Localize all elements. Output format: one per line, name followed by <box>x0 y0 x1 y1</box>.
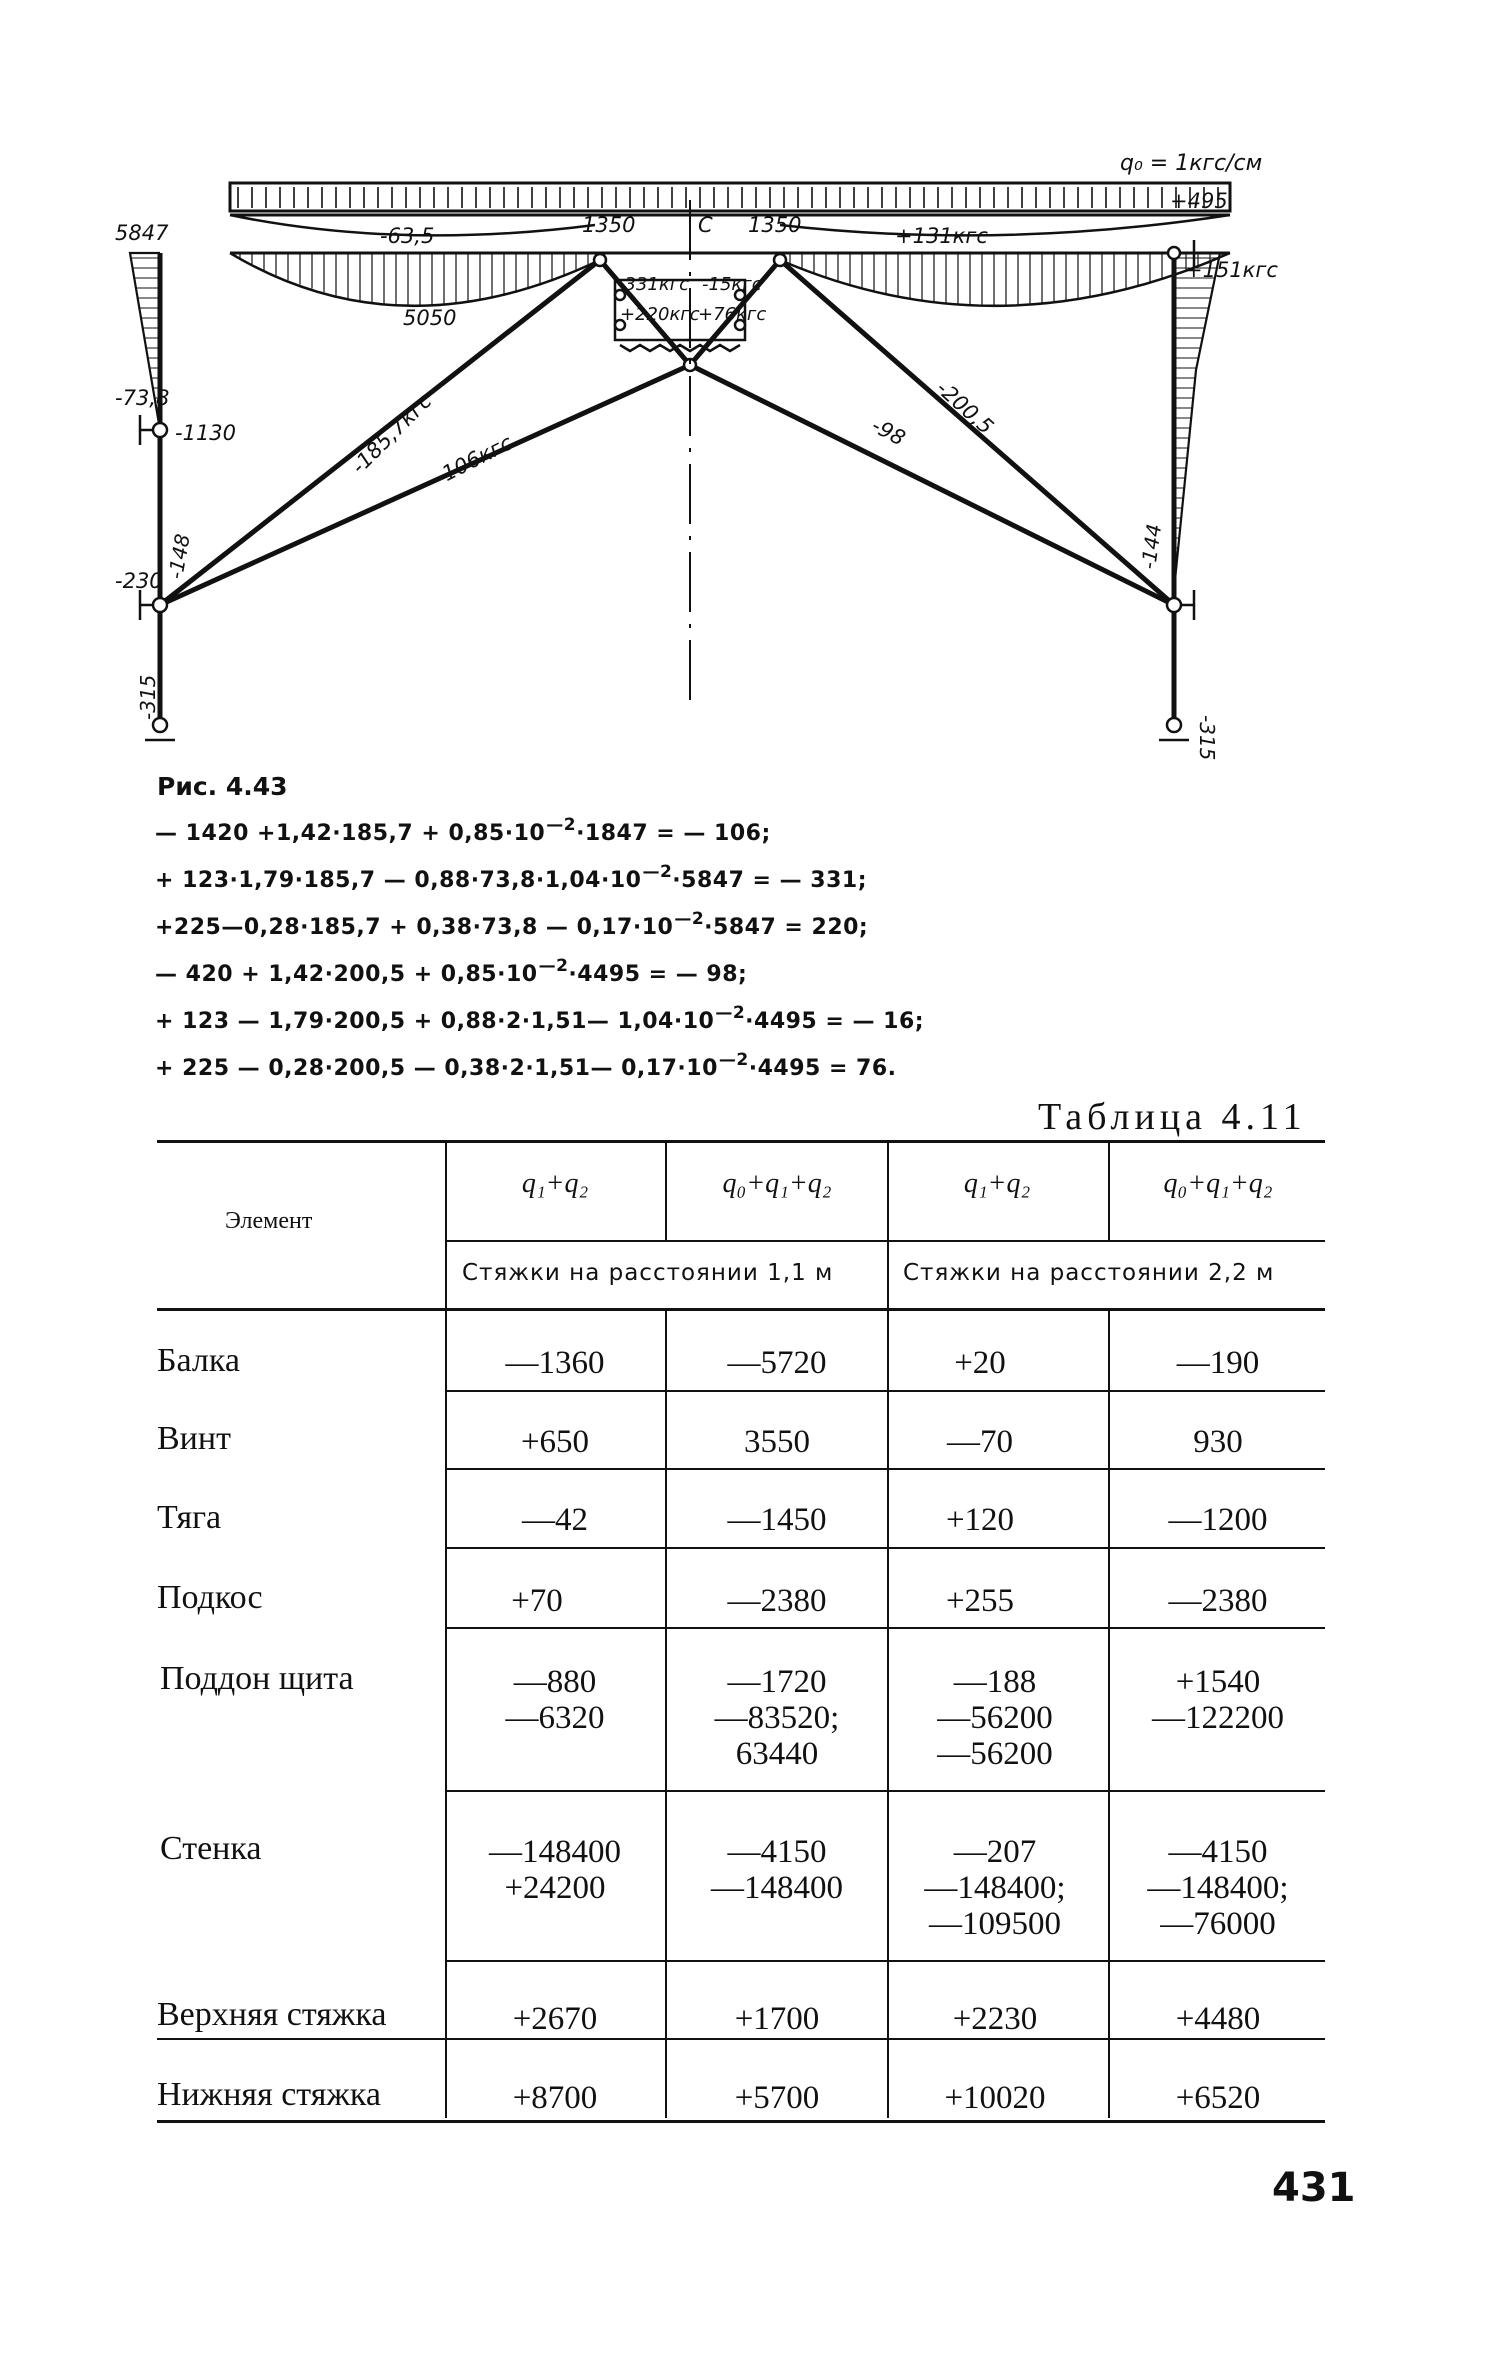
table-cell: +2670 <box>512 2001 598 2037</box>
row-rule <box>445 1468 1325 1470</box>
structural-diagram <box>115 140 1300 761</box>
label-force-c-low-right: +76кгс <box>698 304 767 325</box>
row-label: Поддон щита <box>160 1660 354 1697</box>
group-header-1: Стяжки на расстоянии 1,1 м <box>462 1260 834 1286</box>
load-label: q₀ = 1кгс/см <box>1120 151 1263 176</box>
label-force-c-left: -331кгс <box>618 274 690 295</box>
label-strut-inner-left: -106кгс <box>431 430 517 490</box>
table-title: Таблица 4.11 <box>1038 1096 1307 1138</box>
row-rule <box>445 1627 1325 1629</box>
col-header-3: q₁+q₂ <box>963 1168 1031 1199</box>
row-label: Балка <box>157 1342 240 1379</box>
label-leg-right: -315 <box>1195 715 1219 761</box>
table-cell: +4480 <box>1175 2001 1261 2037</box>
col-header-2: q₀+q₁+q₂ <box>722 1168 832 1199</box>
label-strut-outer-left: -185,7кгс <box>346 388 437 479</box>
table-cell: —1360 <box>505 1345 605 1381</box>
label-post-right: -144 <box>1136 522 1167 571</box>
row-label: Винт <box>157 1420 231 1457</box>
table-cell: +8700 <box>512 2080 598 2116</box>
table-cell: +120 <box>945 1502 1015 1538</box>
table-cell: —2380 <box>1168 1583 1268 1619</box>
column-rule <box>445 1143 447 2118</box>
row-rule <box>445 1960 1325 1962</box>
table-cell: —207 —148400; —109500 <box>924 1834 1066 1942</box>
table-cell: 930 <box>1193 1424 1243 1460</box>
label-moment-right: +131кгс <box>895 224 988 248</box>
row-rule <box>445 1547 1325 1549</box>
label-top-right: +495 <box>1170 189 1228 213</box>
element-header: Элемент <box>225 1208 313 1234</box>
equation-row: +225—0,28·185,7 + 0,38·73,8 — $0,17\cdot 10^{—2}\cdot 5847 = 220$; <box>155 909 869 940</box>
table-top-rule <box>157 1140 1325 1143</box>
row-label: Тяга <box>157 1499 222 1536</box>
table-cell: —5720 <box>727 1345 827 1381</box>
table-cell: +650 <box>520 1424 590 1460</box>
label-left-top: 5847 <box>115 221 169 245</box>
label-left-mid2: -1130 <box>175 421 237 445</box>
table-cell: —1200 <box>1168 1502 1268 1538</box>
label-force-c-right: -15кгс <box>702 274 762 295</box>
label-node-left: 1350 <box>582 213 636 237</box>
table-cell: +2230 <box>952 2001 1038 2037</box>
row-rule <box>157 2038 1325 2040</box>
table-cell: +1540 —122200 <box>1152 1664 1284 1736</box>
table-cell: +5700 <box>734 2080 820 2116</box>
table-cell: —70 <box>947 1424 1013 1460</box>
table-cell: —2380 <box>727 1583 827 1619</box>
table-cell: —1450 <box>727 1502 827 1538</box>
figure-labels <box>115 151 1278 760</box>
row-label: Верхняя стяжка <box>157 1996 387 2033</box>
label-leg-left: -315 <box>136 674 160 720</box>
equation-row: + 123 — 1,79·200,5 + 0,88·2·1,51— $1,04\cdot 10^{—2}\cdot 4495$ = — 16; <box>155 1003 925 1034</box>
col-header-4: q₀+q₁+q₂ <box>1163 1168 1273 1199</box>
label-moment-left: -63,5 <box>380 224 435 248</box>
page-number: 431 <box>1272 2165 1356 2211</box>
table-cell: +20 <box>954 1345 1006 1381</box>
table-cell: —188 —56200 —56200 <box>937 1664 1053 1772</box>
row-label: Нижняя стяжка <box>157 2076 381 2113</box>
row-label: Подкос <box>157 1579 263 1616</box>
equation-row: + 225 — 0,28·200,5 — 0,38·2·1,51— $0,17\cdot 10^{—2}\cdot 4495 = 76$. <box>155 1050 897 1081</box>
label-left-mid: -73,8 <box>115 386 170 410</box>
row-rule <box>445 1390 1325 1392</box>
table-cell: —4150 —148400 <box>711 1834 843 1906</box>
label-left-low: -230 <box>115 569 163 593</box>
table-cell: +1700 <box>734 2001 820 2037</box>
distributed-load <box>230 183 1230 211</box>
table-cell: —4150 —148400; —76000 <box>1147 1834 1289 1942</box>
table-cell: +70 <box>511 1583 563 1619</box>
group-header-2: Стяжки на расстоянии 2,2 м <box>903 1260 1275 1286</box>
label-post-left: -148 <box>163 531 195 581</box>
table-cell: —1720 —83520; 63440 <box>714 1664 840 1772</box>
label-beam-moment: 5050 <box>403 306 457 330</box>
row-rule <box>445 1790 1325 1792</box>
table-cell: +6520 <box>1175 2080 1261 2116</box>
table-cell: —42 <box>522 1502 588 1538</box>
table-cell: —148400 +24200 <box>489 1834 621 1906</box>
row-label: Стенка <box>160 1830 262 1867</box>
label-node-right: 1350 <box>748 213 802 237</box>
column-rule <box>887 1143 889 2118</box>
table-cell: —880 —6320 <box>505 1664 605 1736</box>
table-cell: +255 <box>945 1583 1015 1619</box>
equation-row: — $1420 +1,42\cdot 185,7 + 0,85\cdot 10^{—2}\cdot 1847$ = — 106; <box>155 815 771 846</box>
equation-row: — $420 + 1,42\cdot 200,5 + 0,85\cdot 10^{—2}\cdot 4495$ = — 98; <box>155 956 748 987</box>
table-cell: +10020 <box>944 2080 1046 2116</box>
column-rule <box>1108 1311 1110 2118</box>
header-sub-rule <box>445 1240 1325 1242</box>
equation-row: + 123·1,79·185,7 — $0,88\cdot 73,8\cdot 1,04\cdot 10^{—2}\cdot 5847$ = — 331; <box>155 862 868 893</box>
col-header-1: q₁+q₂ <box>521 1168 589 1199</box>
table-cell: 3550 <box>744 1424 810 1460</box>
label-right-force: +151кгс <box>1185 258 1278 282</box>
column-rule <box>665 1311 667 2118</box>
label-strut-inner-right: -98 <box>867 413 910 451</box>
label-center: C <box>698 213 713 237</box>
label-force-c-low-left: +220кгс <box>620 304 700 325</box>
table-cell: —190 <box>1176 1345 1260 1381</box>
label-strut-outer-right: -200,5 <box>931 375 999 440</box>
header-bottom-rule <box>157 1308 1325 1311</box>
figure-caption: Рис. 4.43 <box>157 772 288 801</box>
table-bottom-rule <box>157 2120 1325 2123</box>
